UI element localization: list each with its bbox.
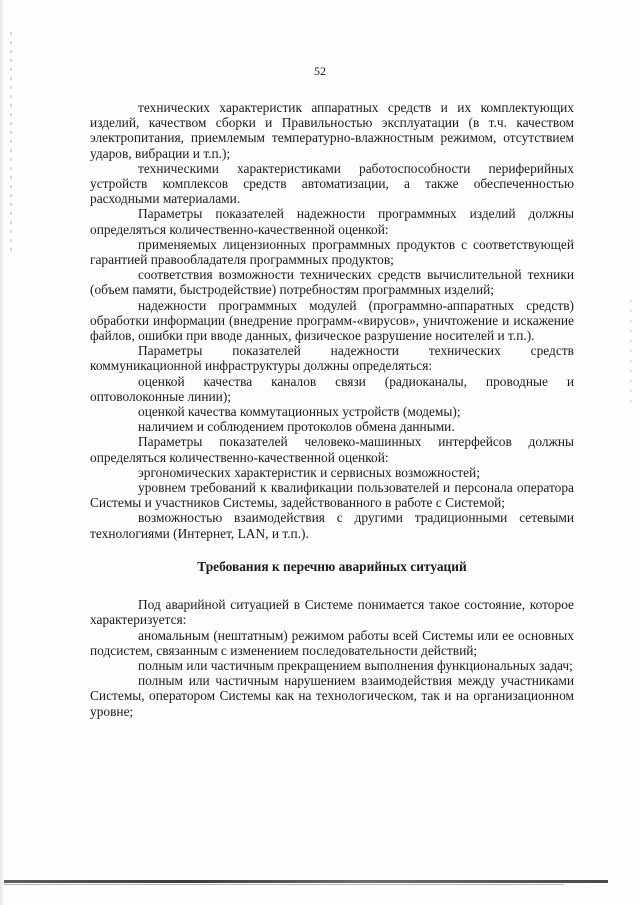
paragraph: соответствия возможности технических средств вычислительной техники (объем памяти, быстродействие) потребностям программных изделий; [90, 267, 574, 298]
paragraph: оценкой качества коммутационных устройств (модемы); [138, 404, 461, 420]
paragraph: уровнем требований к квалификации пользователей и персонала оператора Системы и участников Системы, задействованного в работе с Системой; [90, 480, 574, 511]
paragraph: оценкой качества каналов связи (радиоканалы, проводные и оптоволоконные линии); [90, 373, 574, 404]
scan-edge [0, 0, 4, 905]
document-body [90, 100, 574, 719]
paragraph: эргономических характеристик и сервисных возможностей; [138, 464, 480, 480]
paragraph: применяемых лицензионных программных продуктов с соответствующей гарантией правообладателя программных продуктов; [90, 236, 574, 268]
scan-artifact-bottom [4, 880, 608, 883]
paragraph: Под аварийной ситуацией в Системе понимается такое состояние, которое характеризуется: [90, 597, 574, 628]
paragraph: надежности программных модулей (программно-аппаратных средств) обработки информации (внедрение программ-«вирусов», уничтожение и искажение файлов, ошибки при вводе данных, физическое разрушение носителей и т.п.). [90, 297, 574, 344]
paragraph: наличием и соблюдением протоколов обмена данными. [138, 419, 455, 435]
paragraph: возможностью взаимодействия с другими традиционными сетевыми технологиями (Интернет, LAN, и т.п.). [90, 510, 574, 541]
paragraph: полным или частичным прекращением выполнения функциональных задач; [138, 657, 573, 673]
page-number: 52 [314, 64, 326, 78]
paragraph: Параметры показателей надежности технических средств коммуникационной инфраструктуры должны определяться: [90, 343, 574, 374]
paragraph: технических характеристик аппаратных средств и их комплектующих изделий, качеством сборки и Правильностью эксплуатации (в т.ч. качеством электропитания, приемлемым температурно-влажностным режимом, отсутствием ударов, вибрации и т.п.); [90, 100, 574, 161]
paragraph: полным или частичным нарушением взаимодействия между участниками Системы, оператором Системы как на технологическом, так и на организационном уровне; [90, 673, 574, 719]
paragraph: техническими характеристиками работоспособности периферийных устройств комплексов средств автоматизации, а также обеспеченностью расходными материалами. [90, 160, 574, 207]
scan-artifact-right [630, 300, 632, 410]
paragraph: Параметры показателей человеко-машинных интерфейсов должны определяться количественно-качественной оценкой: [90, 434, 574, 465]
paragraph: аномальным (нештатным) режимом работы всей Системы или ее основных подсистем, связанным с изменением последовательности действий; [90, 627, 574, 658]
section-heading: Требования к перечню аварийных ситуаций [197, 558, 467, 574]
scan-artifact-bottom-line [4, 884, 564, 885]
paragraph: Параметры показателей надежности программных изделий должны определяться количественно-качественной оценкой: [90, 206, 574, 237]
